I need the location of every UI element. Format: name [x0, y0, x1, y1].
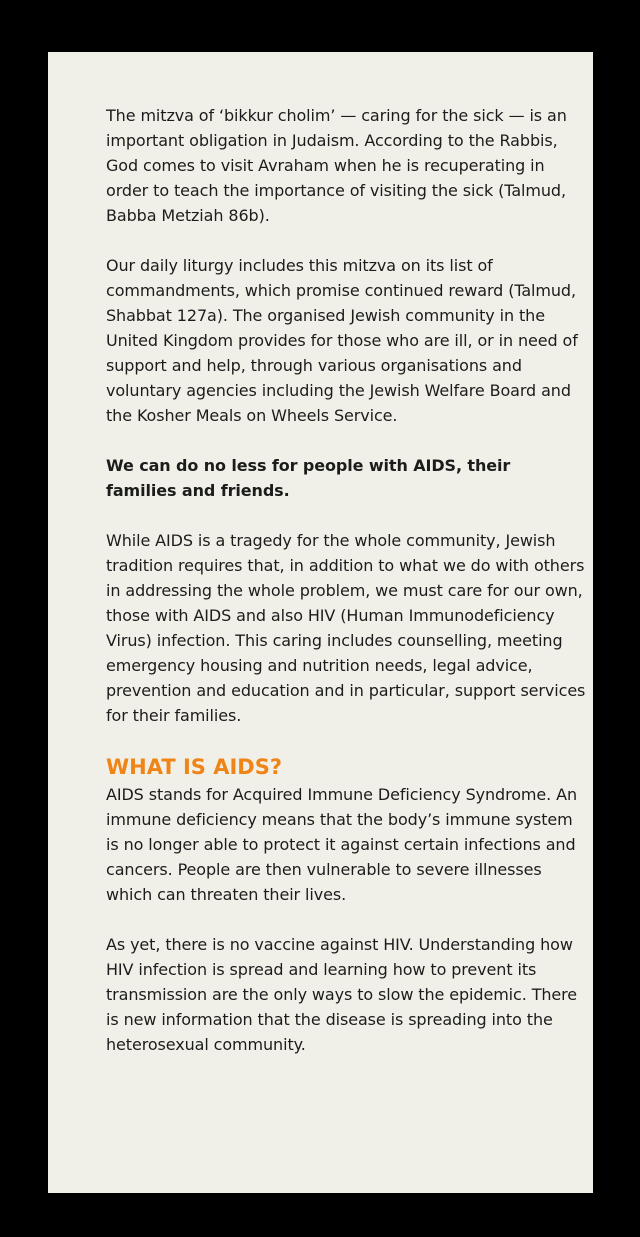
paragraph-bikkur-cholim: The mitzva of ‘bikkur cholim’ — caring for the sick — is an important obligation in Judaism. According to the Rabbis, God comes to visit Avraham when he is recuperating in order to teach the importance of visiting the sick (Talmud, Babba Metziah 86b).	[106, 106, 567, 225]
leaflet-text	[106, 103, 586, 1082]
paragraph-no-vaccine: As yet, there is no vaccine against HIV. Understanding how HIV infection is spread and learning how to prevent its transmission are the only ways to slow the epidemic. There is new information that the disease is spreading into the heterosexual community.	[106, 935, 578, 1054]
paragraph-aids-tragedy: While AIDS is a tragedy for the whole community, Jewish tradition requires that, in addition to what we do with others in addressing the whole problem, we must care for our own, those with AIDS and also HIV (Human Immunodeficiency Virus) infection. This caring includes counselling, meeting emergency housing and nutrition needs, legal advice, prevention and education and in particular, support services for their families.	[106, 531, 586, 725]
paragraph-daily-liturgy: Our daily liturgy includes this mitzva on its list of commandments, which promise continued reward (Talmud, Shabbat 127a). The organised Jewish community in the United Kingdom provides for those who are ill, or in need of support and help, through various organisations and voluntary agencies including the Jewish Welfare Board and the Kosher Meals on Wheels Service.	[106, 256, 578, 425]
leaflet-page	[48, 52, 593, 1193]
paragraph-bold-statement: We can do no less for people with AIDS, their families and friends.	[106, 456, 511, 500]
section-heading-what-is-aids: WHAT IS AIDS?	[106, 755, 283, 779]
paragraph-aids-definition: AIDS stands for Acquired Immune Deficiency Syndrome. An immune deficiency means that the body’s immune system is no longer able to protect it against certain infections and cancers. People are then vulnerable to severe illnesses which can threaten their lives.	[106, 785, 578, 904]
